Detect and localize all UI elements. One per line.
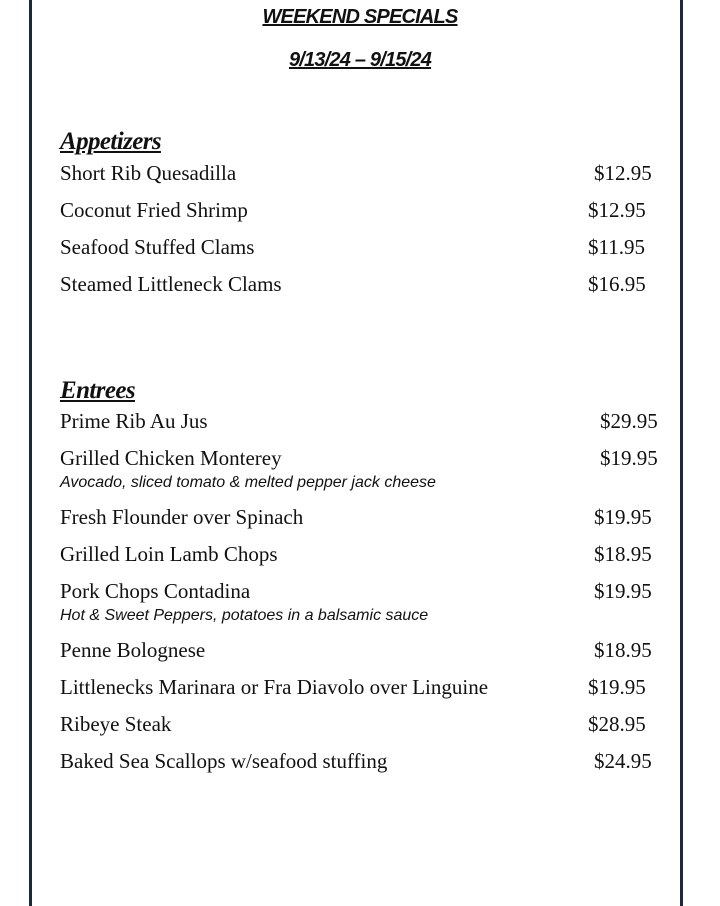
item-name: Grilled Chicken Monterey (60, 446, 282, 470)
item-price: $16.95 (588, 272, 646, 296)
item-price: $12.95 (588, 198, 646, 222)
item-description: Hot & Sweet Peppers, potatoes in a balsamic sauce (60, 607, 429, 624)
item-name: Coconut Fried Shrimp (60, 198, 248, 222)
item-name: Ribeye Steak (60, 712, 172, 736)
item-name: Baked Sea Scallops w/seafood stuffing (60, 749, 388, 773)
item-name: Seafood Stuffed Clams (60, 235, 255, 259)
item-name: Littlenecks Marinara or Fra Diavolo over Linguine (60, 675, 489, 699)
item-price: $18.95 (594, 542, 652, 566)
item-name: Grilled Loin Lamb Chops (60, 542, 278, 566)
item-name: Fresh Flounder over Spinach (60, 505, 304, 529)
item-price: $19.95 (594, 579, 652, 603)
item-price: $19.95 (588, 675, 646, 699)
menu-title: WEEKEND SPECIALS (262, 6, 458, 28)
item-name: Steamed Littleneck Clams (60, 272, 282, 296)
item-price: $12.95 (594, 161, 652, 185)
item-price: $18.95 (594, 638, 652, 662)
item-price: $29.95 (600, 409, 658, 433)
item-name: Penne Bolognese (60, 638, 206, 662)
menu-dates: 9/13/24 – 9/15/24 (288, 49, 432, 71)
item-name: Short Rib Quesadilla (60, 161, 237, 185)
item-price: $28.95 (588, 712, 646, 736)
item-name: Prime Rib Au Jus (60, 409, 208, 433)
item-price: $19.95 (594, 505, 652, 529)
item-price: $24.95 (594, 749, 652, 773)
appetizers-heading: Appetizers (60, 128, 161, 155)
item-price: $11.95 (588, 235, 645, 259)
item-description: Avocado, sliced tomato & melted pepper jack cheese (60, 474, 436, 491)
item-price: $19.95 (600, 446, 658, 470)
item-name: Pork Chops Contadina (60, 579, 251, 603)
entrees-heading: Entrees (60, 377, 135, 404)
